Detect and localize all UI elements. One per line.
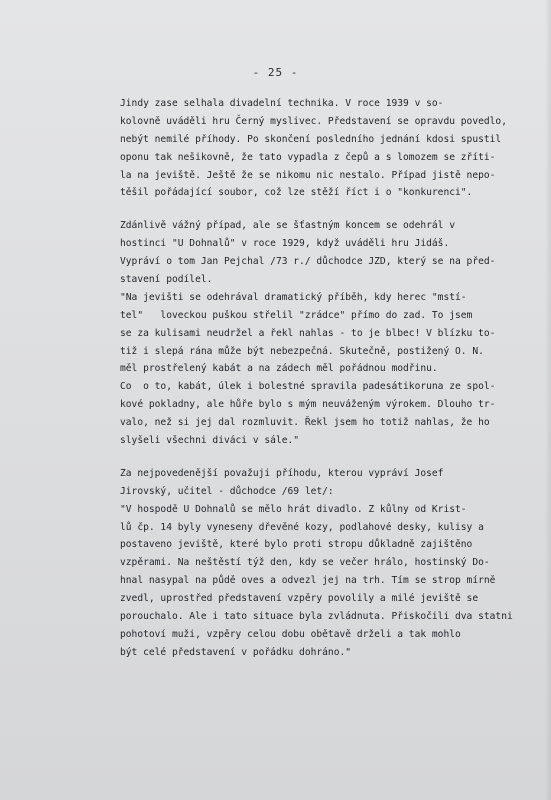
page-number: - 25 - <box>252 66 299 79</box>
text-line: se za kulisami neudržel a řekl nahlas - to je blbec! V blízku to- <box>120 327 496 339</box>
text-line: tiž i slepá rána může být nebezpečná. Skutečně, postižený O. N. <box>120 345 484 357</box>
text-line: pohotoví muži, vzpěry celou dobu obětavě drželi a tak mohlo <box>120 628 461 640</box>
paragraph-jeviste <box>120 465 550 662</box>
text-line: Co o to, kabát, úlek i bolestné spravila padesátikoruna ze spol- <box>120 381 496 393</box>
text-line: postaveno jeviště, které bylo proti stropu důkladně zajištěno <box>120 539 473 551</box>
text-line: těšil pořádající soubor, což lze stěží říct i o "konkurenci". <box>120 187 473 199</box>
text-line: oponu tak nešikovně, že tato vypadla z čepů a s lomozem se zříti- <box>120 151 496 163</box>
text-line: Vypráví o tom Jan Pejchal /73 r./ důchodce JZD, který se na před- <box>120 256 496 268</box>
document-body <box>120 95 550 662</box>
text-line: kové pokladny, ale hůře bylo s mým neuváženým výrokem. Dlouho tr- <box>120 399 496 411</box>
text-line: kolovně uváděli hru Černý myslivec. Představení se opravdu povedlo, <box>120 115 507 127</box>
text-line: Za nejpovedenější považuji příhodu, kterou vypráví Josef <box>120 467 444 479</box>
paragraph-gap <box>120 202 550 217</box>
text-line: la na jeviště. Ještě že se nikomu nic nestalo. Případ jistě nepo- <box>120 169 496 181</box>
text-line: slyšeli všechni diváci v sále." <box>120 435 300 447</box>
paragraph-jidas <box>120 217 550 450</box>
text-line: stavení podílel. <box>120 274 213 286</box>
text-line: vzpěrami. Na neštěstí týž den, kdy se večer hrálo, hostinský Do- <box>120 557 490 569</box>
text-line: valo, než si jej dal rozmluvit. Řekl jsem ho totiž nahlas, že ho <box>120 417 490 429</box>
text-line: hostinci "U Dohnalů" v roce 1929, když uváděli hru Jidáš. <box>120 238 450 250</box>
text-line: Jindy zase selhala divadelní technika. V roce 1939 v so- <box>120 98 444 109</box>
text-line: nebýt nemilé příhody. Po skončení posledního jednání kdosi spustil <box>120 133 502 145</box>
paragraph-technika <box>120 95 550 202</box>
text-line: "Na jevišti se odehrával dramatický příběh, kdy herec "mstí- <box>120 291 467 303</box>
text-line: porouchalo. Ale i tato situace byla zvládnuta. Přiskočili dva statni <box>120 611 513 623</box>
paragraph-gap <box>120 450 550 465</box>
text-line: hnal nasypal na půdě oves a odvezl jej na trh. Tím se strop mírně <box>120 575 496 587</box>
text-line: tel" loveckou puškou střelil "zrádce" přímo do zad. To jsem <box>120 309 473 321</box>
text-line: "V hospodě U Dohnalů se mělo hrát divadlo. Z kůlny od Krist- <box>120 503 467 515</box>
text-line: být celé představení v pořádku dohráno." <box>120 646 352 658</box>
text-line: Zdánlivě vážný případ, ale se šťastným koncem se odehrál v <box>120 220 456 232</box>
text-line: Jirovský, učitel - důchodce /69 let/: <box>120 485 334 497</box>
text-line: lů čp. 14 byly vyneseny dřevěné kozy, podlahové desky, kulisy a <box>120 521 484 533</box>
text-line: zvedl, uprostřed představení vzpěry povolily a milé jeviště se <box>120 593 479 605</box>
page-edge-shadow <box>545 0 551 800</box>
text-line: měl prostřelený kabát a na zádech měl pořádnou modřinu. <box>120 363 438 375</box>
